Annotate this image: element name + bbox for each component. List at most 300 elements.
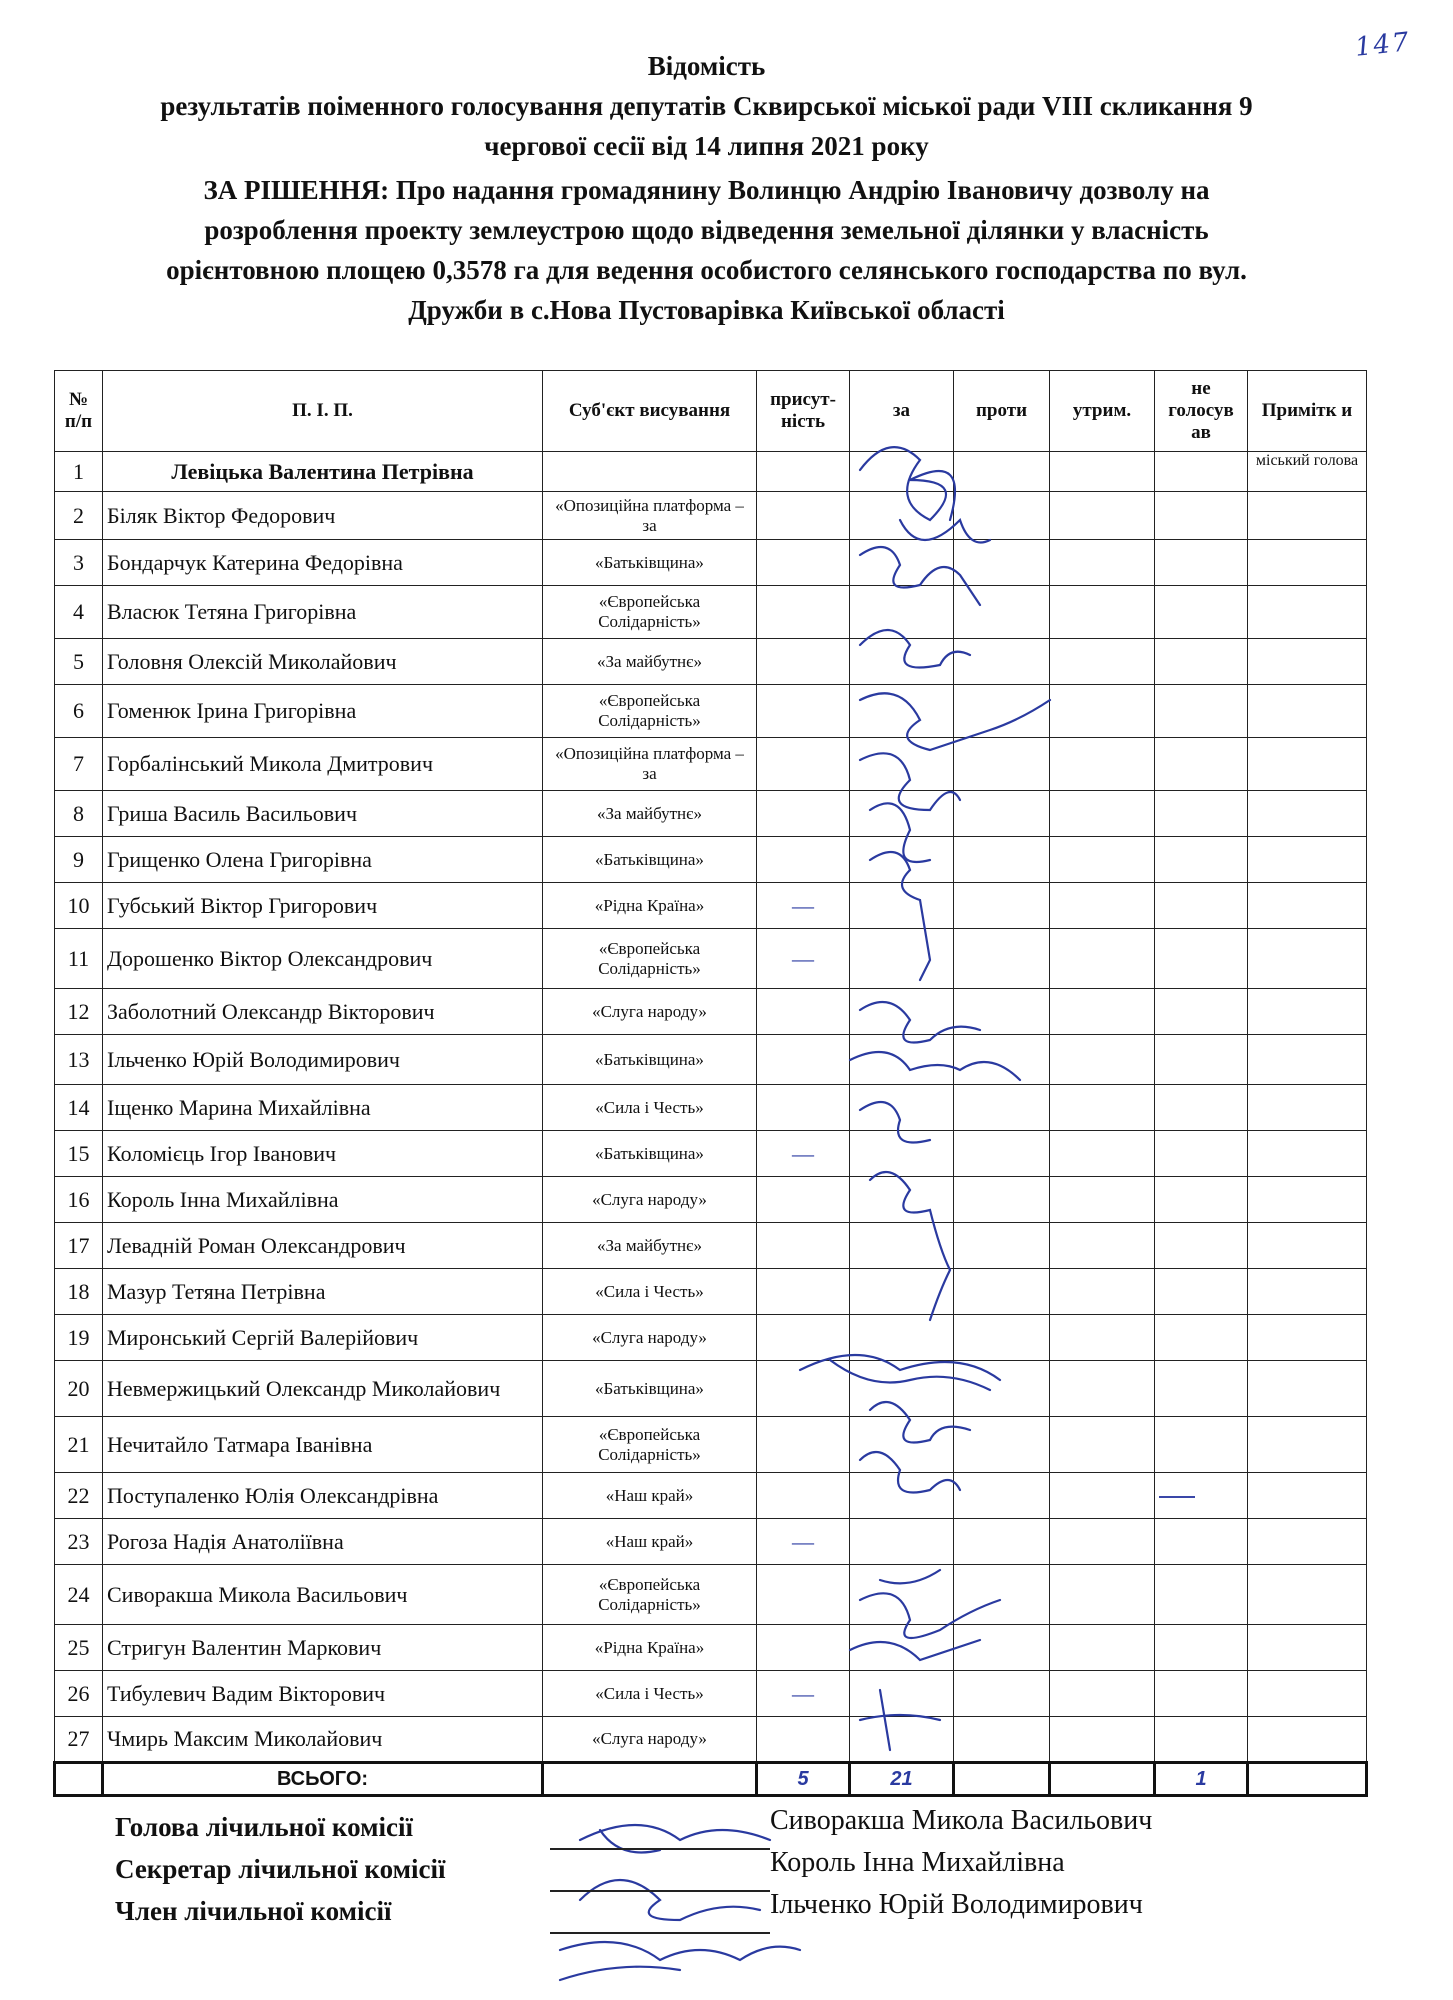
row-name: Нечитайло Татмара Іванівна xyxy=(103,1417,543,1473)
table-row xyxy=(55,1625,1367,1671)
row-name: Поступаленко Юлія Олександрівна xyxy=(103,1473,543,1519)
row-abstain xyxy=(1050,1717,1155,1763)
row-against xyxy=(954,1085,1050,1131)
row-against xyxy=(954,1269,1050,1315)
row-for xyxy=(850,1131,954,1177)
row-against xyxy=(954,837,1050,883)
row-against xyxy=(954,1473,1050,1519)
row-name: Головня Олексій Миколайович xyxy=(103,639,543,685)
row-against xyxy=(954,540,1050,586)
commission-member-name: Ільченко Юрій Володимирович xyxy=(770,1889,1143,1920)
row-not-voted xyxy=(1155,1717,1248,1763)
row-not-voted xyxy=(1155,1085,1248,1131)
decision-line: орієнтовною площею 0,3578 га для ведення особистого селянського господарства по вул. xyxy=(166,255,1247,285)
col-header-presence: присут-ність xyxy=(757,371,850,452)
row-abstain xyxy=(1050,738,1155,791)
row-note xyxy=(1248,1417,1367,1473)
row-name: Власюк Тетяна Григорівна xyxy=(103,586,543,639)
row-subject: «Європейська Солідарність» xyxy=(543,1565,757,1625)
row-for xyxy=(850,586,954,639)
row-note xyxy=(1248,586,1367,639)
row-note xyxy=(1248,1473,1367,1519)
row-not-voted xyxy=(1155,989,1248,1035)
row-against xyxy=(954,1671,1050,1717)
row-note xyxy=(1248,989,1367,1035)
row-subject: «Батьківщина» xyxy=(543,1035,757,1085)
row-presence xyxy=(757,1473,850,1519)
row-for xyxy=(850,492,954,540)
row-not-voted xyxy=(1155,492,1248,540)
row-not-voted xyxy=(1155,1625,1248,1671)
total-note xyxy=(1248,1763,1367,1796)
row-abstain xyxy=(1050,1315,1155,1361)
row-presence xyxy=(757,1625,850,1671)
row-name: Левіцька Валентина Петрівна xyxy=(103,452,543,492)
row-abstain xyxy=(1050,452,1155,492)
row-presence xyxy=(757,1717,850,1763)
row-presence xyxy=(757,586,850,639)
col-header-not-voted: не голосув ав xyxy=(1155,371,1248,452)
row-subject: «Рідна Країна» xyxy=(543,1625,757,1671)
row-name: Рогоза Надія Анатоліївна xyxy=(103,1519,543,1565)
row-subject: «Слуга народу» xyxy=(543,1315,757,1361)
table-row xyxy=(55,1717,1367,1763)
row-for xyxy=(850,540,954,586)
total-for: 21 xyxy=(850,1763,954,1796)
row-number: 5 xyxy=(55,639,103,685)
row-note xyxy=(1248,929,1367,989)
row-subject: «Європейська Солідарність» xyxy=(543,685,757,738)
row-note xyxy=(1248,540,1367,586)
row-for xyxy=(850,1417,954,1473)
row-for xyxy=(850,1269,954,1315)
decision-subject xyxy=(30,170,1383,330)
row-not-voted xyxy=(1155,929,1248,989)
table-row xyxy=(55,1315,1367,1361)
row-subject: «За майбутнє» xyxy=(543,791,757,837)
row-number: 14 xyxy=(55,1085,103,1131)
row-abstain xyxy=(1050,540,1155,586)
row-subject xyxy=(543,452,757,492)
row-abstain xyxy=(1050,1417,1155,1473)
commission-secretary-label: Секретар лічильної комісії xyxy=(115,1854,446,1884)
handwritten-page-number: 147 xyxy=(1353,27,1413,63)
row-number: 4 xyxy=(55,586,103,639)
row-name: Коломієць Ігор Іванович xyxy=(103,1131,543,1177)
row-abstain xyxy=(1050,883,1155,929)
row-name: Сиворакша Микола Васильович xyxy=(103,1565,543,1625)
total-presence: 5 xyxy=(757,1763,850,1796)
row-not-voted xyxy=(1155,1223,1248,1269)
row-subject: «Наш край» xyxy=(543,1473,757,1519)
commission-member-label: Член лічильної комісії xyxy=(115,1896,392,1926)
row-number: 23 xyxy=(55,1519,103,1565)
row-abstain xyxy=(1050,639,1155,685)
row-against xyxy=(954,1177,1050,1223)
row-against xyxy=(954,1223,1050,1269)
row-abstain xyxy=(1050,929,1155,989)
row-name: Губський Віктор Григорович xyxy=(103,883,543,929)
row-subject: «Батьківщина» xyxy=(543,1131,757,1177)
row-name: Гриша Василь Васильович xyxy=(103,791,543,837)
row-number: 9 xyxy=(55,837,103,883)
row-note xyxy=(1248,1565,1367,1625)
row-against xyxy=(954,1361,1050,1417)
title-line: чергової сесії від 14 липня 2021 року xyxy=(484,131,929,161)
row-for xyxy=(850,1223,954,1269)
row-number: 16 xyxy=(55,1177,103,1223)
row-note xyxy=(1248,1269,1367,1315)
row-name: Горбалінський Микола Дмитрович xyxy=(103,738,543,791)
row-abstain xyxy=(1050,1519,1155,1565)
row-presence xyxy=(757,639,850,685)
row-for xyxy=(850,1035,954,1085)
signature-line xyxy=(550,1848,770,1850)
row-presence: — xyxy=(757,883,850,929)
row-presence xyxy=(757,685,850,738)
commission-head-name: Сиворакша Микола Васильович xyxy=(770,1805,1153,1836)
row-note xyxy=(1248,1035,1367,1085)
row-abstain xyxy=(1050,1671,1155,1717)
row-not-voted xyxy=(1155,1417,1248,1473)
row-note xyxy=(1248,1671,1367,1717)
row-abstain xyxy=(1050,1473,1155,1519)
signature-line xyxy=(550,1932,770,1934)
col-header-subject: Суб'єкт висування xyxy=(543,371,757,452)
total-label: ВСЬОГО: xyxy=(103,1763,543,1796)
row-not-voted xyxy=(1155,1315,1248,1361)
row-subject: «Сила і Честь» xyxy=(543,1085,757,1131)
row-not-voted xyxy=(1155,540,1248,586)
row-number: 12 xyxy=(55,989,103,1035)
row-presence: — xyxy=(757,1671,850,1717)
row-presence: — xyxy=(757,1131,850,1177)
row-not-voted xyxy=(1155,452,1248,492)
row-subject: «Сила і Честь» xyxy=(543,1671,757,1717)
row-number: 21 xyxy=(55,1417,103,1473)
decision-line: розроблення проекту землеустрою щодо відведення земельної ділянки у власність xyxy=(204,215,1209,245)
row-abstain xyxy=(1050,1223,1155,1269)
row-name: Біляк Віктор Федорович xyxy=(103,492,543,540)
row-not-voted xyxy=(1155,639,1248,685)
row-name: Ільченко Юрій Володимирович xyxy=(103,1035,543,1085)
row-subject: «За майбутнє» xyxy=(543,639,757,685)
row-presence: — xyxy=(757,1519,850,1565)
table-row xyxy=(55,1269,1367,1315)
table-row xyxy=(55,1131,1367,1177)
row-abstain xyxy=(1050,586,1155,639)
row-not-voted xyxy=(1155,791,1248,837)
table-row xyxy=(55,989,1367,1035)
row-number: 27 xyxy=(55,1717,103,1763)
row-abstain xyxy=(1050,1085,1155,1131)
row-number: 10 xyxy=(55,883,103,929)
row-subject: «Слуга народу» xyxy=(543,1717,757,1763)
row-name: Заболотний Олександр Вікторович xyxy=(103,989,543,1035)
row-not-voted xyxy=(1155,1269,1248,1315)
table-header-row xyxy=(55,371,1367,452)
commission-head-label: Голова лічильної комісії xyxy=(115,1812,413,1842)
row-for xyxy=(850,639,954,685)
row-for xyxy=(850,1361,954,1417)
row-against xyxy=(954,989,1050,1035)
row-subject: «Батьківщина» xyxy=(543,540,757,586)
row-number: 3 xyxy=(55,540,103,586)
row-for xyxy=(850,685,954,738)
row-presence xyxy=(757,540,850,586)
table-row xyxy=(55,1565,1367,1625)
row-number: 15 xyxy=(55,1131,103,1177)
row-note xyxy=(1248,1131,1367,1177)
row-for xyxy=(850,1085,954,1131)
row-number: 6 xyxy=(55,685,103,738)
row-number: 26 xyxy=(55,1671,103,1717)
total-num-cell xyxy=(55,1763,103,1796)
row-number: 13 xyxy=(55,1035,103,1085)
row-name: Дорошенко Віктор Олександрович xyxy=(103,929,543,989)
row-name: Стригун Валентин Маркович xyxy=(103,1625,543,1671)
row-note xyxy=(1248,1717,1367,1763)
title-line: Відомість xyxy=(647,51,766,81)
row-abstain xyxy=(1050,989,1155,1035)
row-abstain xyxy=(1050,1361,1155,1417)
row-note xyxy=(1248,1315,1367,1361)
row-number: 1 xyxy=(55,452,103,492)
row-against xyxy=(954,929,1050,989)
table-row xyxy=(55,791,1367,837)
row-not-voted xyxy=(1155,1035,1248,1085)
row-note xyxy=(1248,1519,1367,1565)
col-header-against: проти xyxy=(954,371,1050,452)
row-subject: «За майбутнє» xyxy=(543,1223,757,1269)
row-note xyxy=(1248,1085,1367,1131)
row-abstain xyxy=(1050,1131,1155,1177)
total-row xyxy=(55,1763,1367,1796)
table-row xyxy=(55,738,1367,791)
row-note xyxy=(1248,685,1367,738)
table-row xyxy=(55,492,1367,540)
table-row xyxy=(55,1035,1367,1085)
row-for xyxy=(850,1473,954,1519)
row-not-voted xyxy=(1155,1565,1248,1625)
row-presence xyxy=(757,1315,850,1361)
row-against xyxy=(954,639,1050,685)
table-row xyxy=(55,1223,1367,1269)
row-against xyxy=(954,452,1050,492)
row-against xyxy=(954,1131,1050,1177)
row-for xyxy=(850,883,954,929)
row-against xyxy=(954,883,1050,929)
col-header-num: № п/п xyxy=(55,371,103,452)
row-subject: «Європейська Солідарність» xyxy=(543,586,757,639)
row-for xyxy=(850,929,954,989)
row-name: Іщенко Марина Михайлівна xyxy=(103,1085,543,1131)
row-subject: «Опозиційна платформа – за xyxy=(543,738,757,791)
row-subject: «Європейська Солідарність» xyxy=(543,1417,757,1473)
row-for xyxy=(850,791,954,837)
row-number: 25 xyxy=(55,1625,103,1671)
row-note xyxy=(1248,837,1367,883)
row-number: 2 xyxy=(55,492,103,540)
row-subject: «Батьківщина» xyxy=(543,837,757,883)
row-note xyxy=(1248,791,1367,837)
row-presence xyxy=(757,791,850,837)
decision-line: Дружби в с.Нова Пустоварівка Київської області xyxy=(408,295,1005,325)
row-against xyxy=(954,1519,1050,1565)
document-title xyxy=(30,46,1383,166)
row-presence xyxy=(757,1565,850,1625)
table-row xyxy=(55,1671,1367,1717)
row-against xyxy=(954,1417,1050,1473)
row-note xyxy=(1248,1625,1367,1671)
total-not-voted: 1 xyxy=(1155,1763,1248,1796)
row-for xyxy=(850,1177,954,1223)
col-header-for: за xyxy=(850,371,954,452)
row-presence xyxy=(757,452,850,492)
row-abstain xyxy=(1050,492,1155,540)
row-presence: — xyxy=(757,929,850,989)
row-not-voted xyxy=(1155,1473,1248,1519)
row-name: Левадній Роман Олександрович xyxy=(103,1223,543,1269)
table-row xyxy=(55,540,1367,586)
row-not-voted xyxy=(1155,1177,1248,1223)
row-name: Грищенко Олена Григорівна xyxy=(103,837,543,883)
row-for xyxy=(850,1565,954,1625)
row-against xyxy=(954,1035,1050,1085)
row-against xyxy=(954,586,1050,639)
row-abstain xyxy=(1050,1625,1155,1671)
row-presence xyxy=(757,738,850,791)
table-row xyxy=(55,1085,1367,1131)
table-row xyxy=(55,586,1367,639)
row-subject: «Слуга народу» xyxy=(543,1177,757,1223)
row-not-voted xyxy=(1155,738,1248,791)
table-row xyxy=(55,1473,1367,1519)
row-number: 8 xyxy=(55,791,103,837)
table-row xyxy=(55,639,1367,685)
row-against xyxy=(954,791,1050,837)
table-row xyxy=(55,685,1367,738)
row-abstain xyxy=(1050,837,1155,883)
row-note xyxy=(1248,1177,1367,1223)
row-subject: «Європейська Солідарність» xyxy=(543,929,757,989)
row-not-voted xyxy=(1155,1519,1248,1565)
table-row xyxy=(55,1519,1367,1565)
row-name: Король Інна Михайлівна xyxy=(103,1177,543,1223)
row-against xyxy=(954,492,1050,540)
row-number: 20 xyxy=(55,1361,103,1417)
row-for xyxy=(850,1315,954,1361)
table-row xyxy=(55,1417,1367,1473)
row-for xyxy=(850,989,954,1035)
row-presence xyxy=(757,1417,850,1473)
row-abstain xyxy=(1050,1565,1155,1625)
row-for xyxy=(850,738,954,791)
row-against xyxy=(954,1625,1050,1671)
row-number: 24 xyxy=(55,1565,103,1625)
row-not-voted xyxy=(1155,837,1248,883)
row-for xyxy=(850,1671,954,1717)
row-subject: «Опозиційна платформа – за xyxy=(543,492,757,540)
row-not-voted xyxy=(1155,1361,1248,1417)
total-against xyxy=(954,1763,1050,1796)
row-not-voted xyxy=(1155,1131,1248,1177)
row-subject: «Слуга народу» xyxy=(543,989,757,1035)
row-subject: «Батьківщина» xyxy=(543,1361,757,1417)
row-number: 11 xyxy=(55,929,103,989)
signature-line xyxy=(550,1890,770,1892)
row-presence xyxy=(757,492,850,540)
row-note xyxy=(1248,883,1367,929)
table-row xyxy=(55,929,1367,989)
commission-labels xyxy=(115,1806,445,1932)
row-presence xyxy=(757,989,850,1035)
table-row xyxy=(55,1361,1367,1417)
decision-line: ЗА РІШЕННЯ: Про надання громадянину Волинцю Андрію Івановичу дозволу на xyxy=(203,175,1210,205)
row-note xyxy=(1248,639,1367,685)
row-note: міський голова xyxy=(1248,452,1367,492)
row-subject: «Рідна Країна» xyxy=(543,883,757,929)
row-number: 22 xyxy=(55,1473,103,1519)
row-presence xyxy=(757,1361,850,1417)
row-against xyxy=(954,1565,1050,1625)
row-not-voted xyxy=(1155,586,1248,639)
table-row xyxy=(55,1177,1367,1223)
row-note xyxy=(1248,738,1367,791)
row-name: Чмирь Максим Миколайович xyxy=(103,1717,543,1763)
col-header-name: П. І. П. xyxy=(103,371,543,452)
row-abstain xyxy=(1050,1177,1155,1223)
row-not-voted xyxy=(1155,685,1248,738)
row-name: Мазур Тетяна Петрівна xyxy=(103,1269,543,1315)
row-abstain xyxy=(1050,685,1155,738)
row-against xyxy=(954,1315,1050,1361)
row-note xyxy=(1248,1361,1367,1417)
total-subject-cell xyxy=(543,1763,757,1796)
row-presence xyxy=(757,837,850,883)
col-header-note: Примітк и xyxy=(1248,371,1367,452)
row-number: 18 xyxy=(55,1269,103,1315)
row-against xyxy=(954,738,1050,791)
row-presence xyxy=(757,1035,850,1085)
row-abstain xyxy=(1050,1035,1155,1085)
row-against xyxy=(954,1717,1050,1763)
row-presence xyxy=(757,1177,850,1223)
dash-mark xyxy=(1159,1496,1195,1498)
row-subject: «Сила і Честь» xyxy=(543,1269,757,1315)
commission-secretary-name: Король Інна Михайлівна xyxy=(770,1847,1065,1878)
row-note xyxy=(1248,1223,1367,1269)
row-name: Бондарчук Катерина Федорівна xyxy=(103,540,543,586)
row-not-voted xyxy=(1155,883,1248,929)
row-number: 19 xyxy=(55,1315,103,1361)
total-abstain xyxy=(1050,1763,1155,1796)
voting-table xyxy=(53,370,1368,1797)
row-against xyxy=(954,685,1050,738)
row-abstain xyxy=(1050,1269,1155,1315)
row-name: Невмержицький Олександр Миколайович xyxy=(103,1361,543,1417)
row-name: Тибулевич Вадим Вікторович xyxy=(103,1671,543,1717)
row-for xyxy=(850,452,954,492)
col-header-abstain: утрим. xyxy=(1050,371,1155,452)
row-not-voted xyxy=(1155,1671,1248,1717)
row-number: 17 xyxy=(55,1223,103,1269)
row-presence xyxy=(757,1085,850,1131)
row-for xyxy=(850,1519,954,1565)
row-subject: «Наш край» xyxy=(543,1519,757,1565)
table-row xyxy=(55,452,1367,492)
row-for xyxy=(850,837,954,883)
